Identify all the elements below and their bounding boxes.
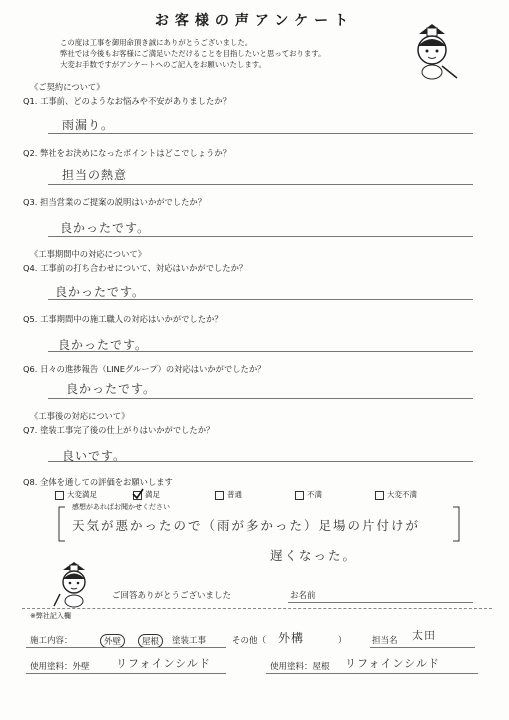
checkbox-very-dissatisfied[interactable] <box>375 491 384 500</box>
answer-3-line <box>48 236 473 237</box>
question-2: Q2. 弊社をお決めになったポイントはどこでしょうか？ <box>23 148 231 158</box>
option-very-dissatisfied[interactable]: 大変不満 <box>375 489 417 500</box>
question-8: Q8. 全体を通しての評価をお願いします <box>23 477 173 487</box>
answer-6-line <box>48 398 473 399</box>
samurai-mascot-bottom-icon <box>52 560 97 610</box>
work-line <box>26 647 226 648</box>
answer-1: 雨漏り。 <box>62 118 115 132</box>
paint-roof-line <box>266 673 478 674</box>
checkbox-very-satisfied[interactable] <box>55 491 64 500</box>
work-other-close: ） <box>338 636 347 646</box>
section-contract: 《ご契約について》 <box>30 82 105 92</box>
answer-5: 良かったです。 <box>58 338 149 352</box>
work-paint: 塗装工事 <box>172 636 207 646</box>
answer-7-line <box>48 461 473 462</box>
answer-2-line <box>48 184 473 185</box>
question-4: Q4. 工事前の打ち合わせについて、対応はいかがでしたか？ <box>23 263 248 273</box>
staff-note: ※弊社記入欄 <box>30 612 71 620</box>
answer-5-line <box>48 351 473 352</box>
question-6: Q6. 日々の進捗報告（LINEグループ）の対応はいかがでしたか？ <box>23 364 266 374</box>
intro-line-2: 弊社では今後もお客様にご満足いただけることを目指したいと思っております。 <box>60 49 326 58</box>
question-5: Q5. 工事期間中の施工職人の対応はいかがでしたか？ <box>23 314 223 324</box>
divider <box>22 608 492 609</box>
paint-exterior-line <box>26 673 226 674</box>
checkbox-dissatisfied[interactable] <box>295 491 304 500</box>
answer-6: 良かったです。 <box>66 382 157 396</box>
person-label: 担当名 <box>372 636 398 646</box>
checkbox-normal[interactable] <box>215 491 224 500</box>
work-roof: 屋根 <box>138 634 163 648</box>
intro-line-3: 大変お手数ですがアンケートへのご記入をお願いいたします。 <box>60 60 266 69</box>
paint-roof-value: リフォインシルド <box>345 657 440 670</box>
answer-3: 良かったです。 <box>60 221 151 235</box>
answer-4-line <box>48 299 473 300</box>
comment-bracket-left <box>58 506 66 542</box>
question-7: Q7. 塗装工事完了後の仕上がりはいかがでしたか？ <box>23 425 215 435</box>
page-title: お客様の声アンケート <box>154 13 355 29</box>
paint-exterior-label: 使用塗料：外壁 <box>30 662 90 672</box>
paint-roof-label: 使用塗料：屋根 <box>270 662 330 672</box>
intro-line-1: この度は工事を御用命頂き誠にありがとうございました。 <box>60 38 253 47</box>
work-label: 施工内容： <box>30 636 73 646</box>
section-after: 《工事後の対応について》 <box>30 411 130 421</box>
name-line <box>288 602 473 603</box>
checkmark-icon <box>132 488 144 500</box>
work-other-value: 外構 <box>278 631 305 645</box>
comment-text-1: 天気が悪かったので（雨が多かった）足場の片付けが <box>72 518 421 533</box>
checkbox-satisfied[interactable] <box>133 491 142 500</box>
option-normal[interactable]: 普通 <box>215 489 242 500</box>
person-line <box>370 647 475 648</box>
option-dissatisfied[interactable]: 不満 <box>295 489 322 500</box>
answer-7: 良いです。 <box>62 449 127 463</box>
work-exterior: 外壁 <box>100 634 125 648</box>
samurai-mascot-icon <box>405 22 460 82</box>
question-1: Q1. 工事前、どのようなお悩みや不安がありましたか？ <box>23 96 231 106</box>
person-value: 太田 <box>412 629 436 642</box>
thanks-text: ご回答ありがとうございました <box>112 591 232 601</box>
work-other-label: その他（ <box>232 636 267 646</box>
comment-bracket-right <box>452 506 460 542</box>
answer-2: 担当の熱意 <box>62 168 128 182</box>
paint-exterior-value: リフォインシルド <box>116 657 211 670</box>
answer-4: 良かったです。 <box>55 285 146 299</box>
name-label: お名前 <box>290 591 316 601</box>
option-satisfied[interactable]: 満足 <box>133 489 160 500</box>
section-during: 《工事期間中の対応について》 <box>30 249 146 259</box>
comment-label: 感想があればお聞かせください <box>72 503 170 511</box>
comment-text-2: 遅くなった。 <box>270 548 358 563</box>
option-very-satisfied[interactable]: 大変満足 <box>55 489 97 500</box>
question-3: Q3. 担当営業のご提案の説明はいかがでしたか？ <box>23 197 207 207</box>
answer-1-line <box>48 133 473 134</box>
